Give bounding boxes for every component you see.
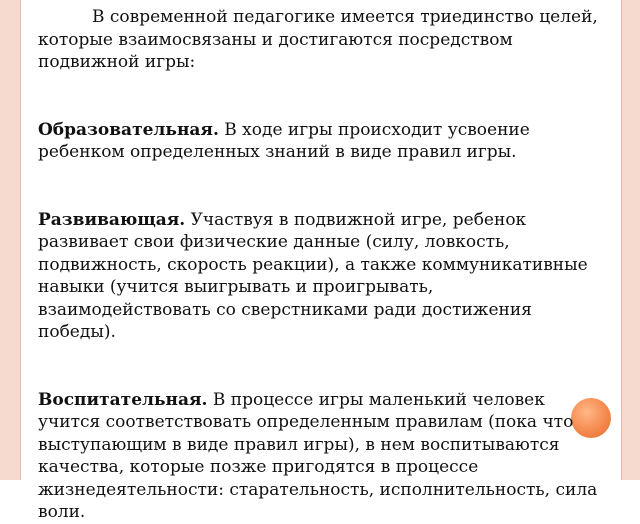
slide-left-border-line <box>20 0 21 480</box>
section-text: В ходе игры происходит усвоение ребенком определенных знаний в виде правил игры. <box>38 119 530 162</box>
section-text: В процессе игры маленький человек учится соответствовать определенным правилам (пока что выступающим в виде правил игры), в нем воспитываются качества, которые позже пригодятся в процессе жизнедеятельности: старательность, исполнительность, сила воли. <box>38 389 598 522</box>
section-text: Участвуя в подвижной игре, ребенок развивает свои физические данные (силу, ловкость, подвижность, скорость реакции), а также коммуникативные навыки (учится выигрывать и проигрывать, взаимодействовать со сверстниками ради достижения победы). <box>38 209 588 342</box>
section-educational <box>38 119 604 164</box>
slide-right-border-line <box>621 0 622 480</box>
section-term: Развивающая. <box>38 209 186 230</box>
slide-text-body <box>38 6 604 524</box>
section-term: Воспитательная. <box>38 389 208 410</box>
section-upbringing <box>38 389 604 524</box>
section-developmental <box>38 209 604 344</box>
slide-left-border <box>0 0 20 480</box>
intro-paragraph: В современной педагогике имеется триединство целей, которые взаимосвязаны и достигаются посредством подвижной игры: <box>38 7 598 72</box>
slide-right-border <box>622 0 640 480</box>
section-term: Образовательная. <box>38 119 219 140</box>
